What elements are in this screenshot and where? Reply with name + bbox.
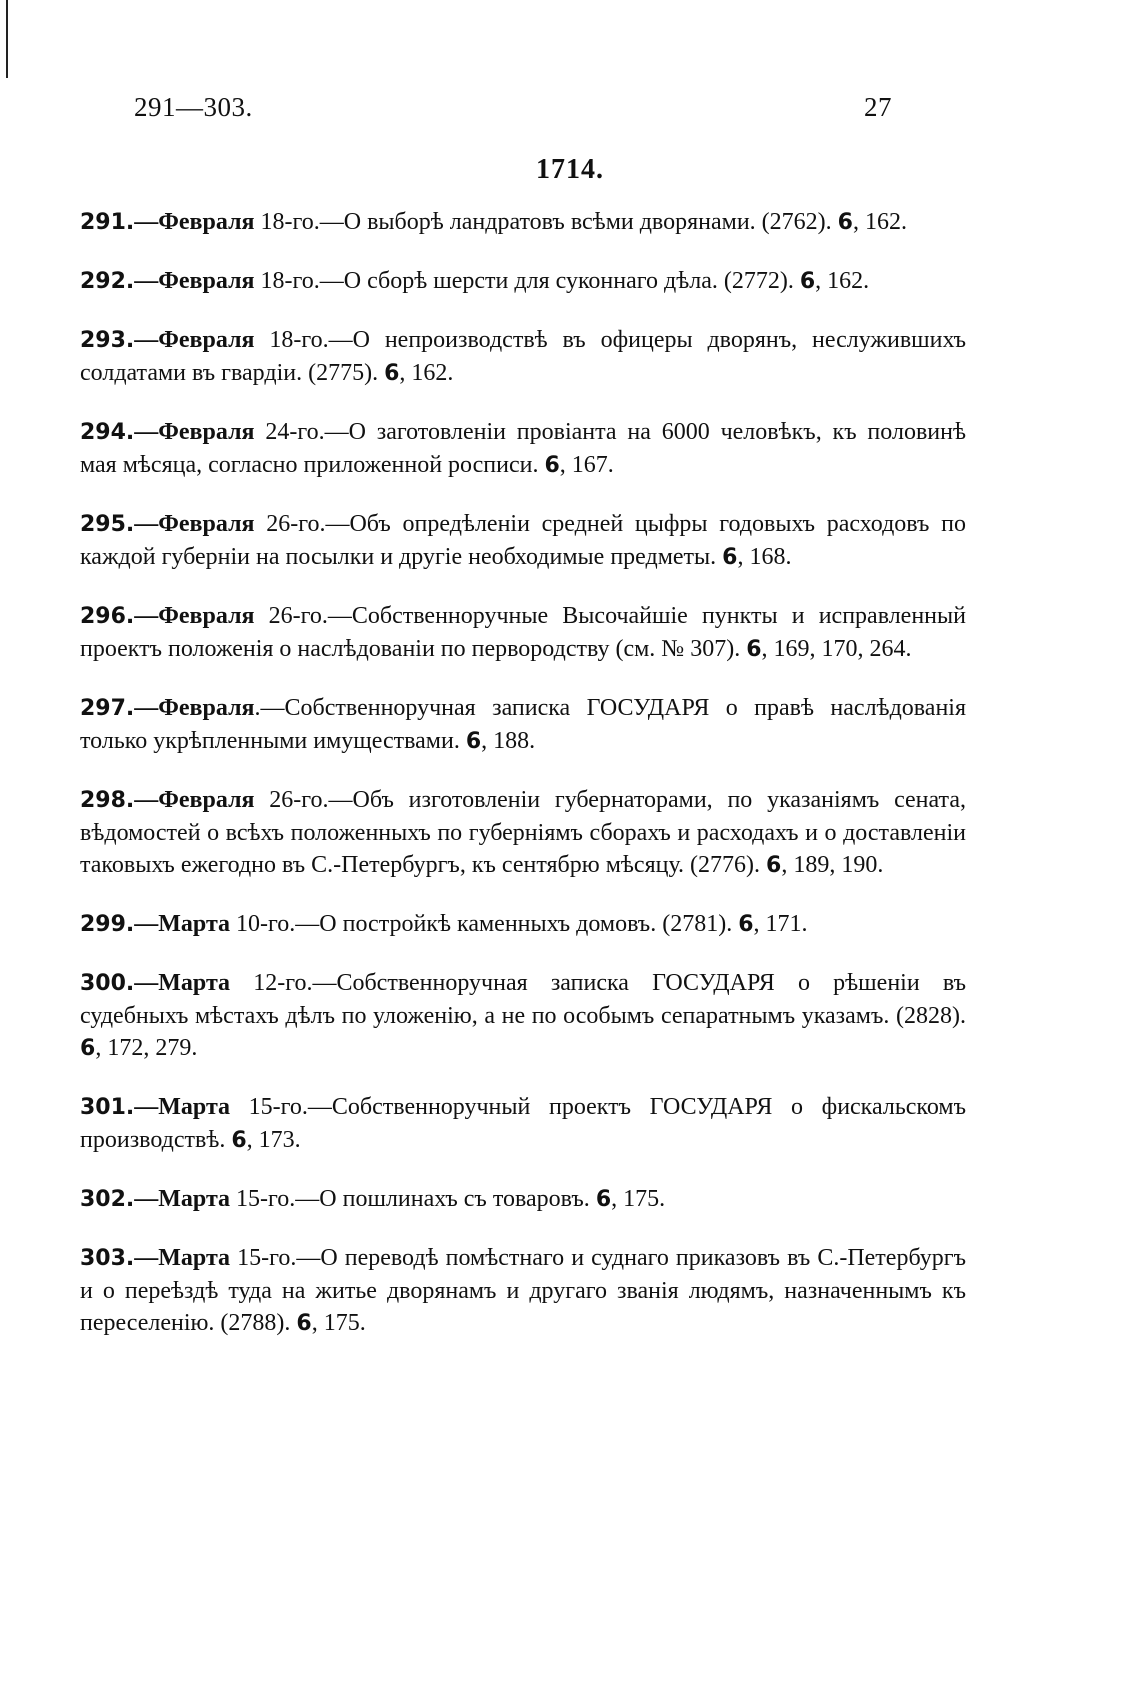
entry-number: 302. — [80, 1187, 135, 1212]
entry-pages: , 162. — [852, 209, 907, 235]
entry-number: 291. — [80, 210, 135, 235]
entry-text: 18-го.—О сборѣ шерсти для суконнаго дѣла. (2772). — [254, 268, 800, 294]
entry-number: 300. — [80, 971, 135, 996]
year-heading: 1714. — [536, 154, 604, 185]
entry-list — [80, 206, 966, 1366]
entry-297 — [80, 692, 966, 758]
running-head — [134, 92, 892, 132]
entry-text: 26-го.—Собственноручные Высочайшіе пункты и исправленный проектъ положенія о наслѣдованіи по первородству (см. № 307). — [80, 603, 966, 662]
entry-number: 299. — [80, 912, 135, 937]
entry-volume: 6 — [231, 1128, 247, 1153]
entry-volume: 6 — [746, 637, 762, 662]
entry-volume: 6 — [837, 210, 853, 235]
entry-volume: 6 — [384, 361, 400, 386]
entry-pages: , 189, 190. — [781, 852, 884, 878]
entry-month: —Марта — [134, 1186, 231, 1212]
entry-pages: , 169, 170, 264. — [761, 636, 912, 662]
entry-text: .—Собственноручная записка ГОСУДАРЯ о правѣ наслѣдованія только укрѣпленными имуществами. — [80, 695, 966, 754]
entry-pages: , 167. — [559, 452, 614, 478]
entry-292 — [80, 265, 966, 298]
entry-293 — [80, 324, 966, 390]
entry-number: 293. — [80, 328, 135, 353]
entry-text: 15-го.—О пошлинахъ съ товаровъ. — [230, 1186, 596, 1212]
entry-number: 297. — [80, 696, 135, 721]
entry-month: —Марта — [134, 1245, 231, 1271]
entry-month: —Марта — [134, 911, 231, 937]
entry-month: —Февраля — [134, 209, 255, 235]
entry-number: 298. — [80, 788, 135, 813]
entry-text: 18-го.—О непроизводствѣ въ офицеры дворянъ, неслужившихъ солдатами въ гвардіи. (2775). — [80, 327, 966, 386]
entry-volume: 6 — [296, 1311, 312, 1336]
entry-number: 295. — [80, 512, 135, 537]
entry-month: —Февраля — [134, 419, 255, 445]
page-number: 27 — [864, 92, 892, 122]
entry-text: 15-го.—Собственноручный проектъ ГОСУДАРЯ о фискальскомъ производствѣ. — [80, 1094, 966, 1153]
entry-volume: 6 — [595, 1187, 612, 1212]
entry-text: 24-го.—О заготовленіи провіанта на 6000 человѣкъ, къ половинѣ мая мѣсяца, согласно приложенной росписи. — [80, 419, 966, 478]
entry-range: 291—303. — [134, 92, 253, 122]
entry-301 — [80, 1091, 966, 1157]
entry-number: 294. — [80, 420, 135, 445]
entry-291 — [80, 206, 966, 239]
entry-volume: 6 — [544, 453, 560, 478]
entry-volume: 6 — [80, 1036, 96, 1061]
entry-text: 15-го.—О переводѣ помѣстнаго и суднаго приказовъ въ С.-Петербургъ и о переѣздѣ туда на житье дворянамъ и другаго званія людямъ, назначеннымъ къ переселенію. (2788). — [80, 1245, 966, 1336]
entry-pages: , 172, 279. — [95, 1035, 198, 1061]
entry-302 — [80, 1183, 966, 1216]
entry-volume: 6 — [465, 729, 482, 754]
entry-text: 26-го.—Объ изготовленіи губернаторами, по указаніямъ сената, вѣдомостей о всѣхъ положенныхъ по губерніямъ сборахъ и расходахъ и о доставленіи таковыхъ ежегодно въ С.-Петербургъ, къ сентябрю мѣсяцу. (2776). — [80, 787, 966, 878]
entry-volume: 6 — [722, 545, 738, 570]
entry-month: —Февраля — [134, 787, 255, 813]
entry-volume: 6 — [766, 853, 782, 878]
entry-pages: , 168. — [737, 544, 792, 570]
entry-pages: , 175. — [611, 1186, 666, 1212]
entry-text: 10-го.—О постройкѣ каменныхъ домовъ. (2781). — [230, 911, 739, 937]
entry-number: 292. — [80, 269, 135, 294]
entry-month: —Марта — [134, 970, 231, 996]
entry-month: —Февраля — [134, 511, 255, 537]
entry-303 — [80, 1242, 966, 1340]
entry-pages: , 171. — [753, 911, 808, 937]
entry-month: —Марта — [134, 1094, 231, 1120]
entry-text: 12-го.—Собственноручная записка ГОСУДАРЯ о рѣшеніи въ судебныхъ мѣстахъ дѣлъ по уложенію, а не по особымъ сепаратнымъ указамъ. (2828). — [80, 970, 966, 1029]
entry-pages: , 162. — [815, 268, 870, 294]
entry-volume: 6 — [799, 269, 816, 294]
entry-month: —Февраля — [134, 327, 255, 353]
entry-text: 18-го.—О выборѣ ландратовъ всѣми дворянами. (2762). — [254, 209, 838, 235]
entry-month: —Февраля — [134, 603, 255, 629]
entry-300 — [80, 967, 966, 1065]
entry-pages: , 162. — [399, 360, 454, 386]
entry-month: —Февраля — [134, 268, 255, 294]
entry-294 — [80, 416, 966, 482]
entry-month: —Февраля — [134, 695, 255, 721]
entry-296 — [80, 600, 966, 666]
entry-295 — [80, 508, 966, 574]
entry-299 — [80, 908, 966, 941]
entry-pages: , 175. — [311, 1310, 366, 1336]
entry-298 — [80, 784, 966, 882]
entry-number: 303. — [80, 1246, 135, 1271]
scan-edge-line — [6, 0, 8, 78]
entry-number: 296. — [80, 604, 135, 629]
entry-text: 26-го.—Объ опредѣленіи средней цыфры годовыхъ расходовъ по каждой губерніи на посылки и другіе необходимые предметы. — [80, 511, 966, 570]
entry-pages: , 188. — [481, 728, 536, 754]
entry-number: 301. — [80, 1095, 135, 1120]
entry-pages: , 173. — [246, 1127, 301, 1153]
entry-volume: 6 — [738, 912, 754, 937]
